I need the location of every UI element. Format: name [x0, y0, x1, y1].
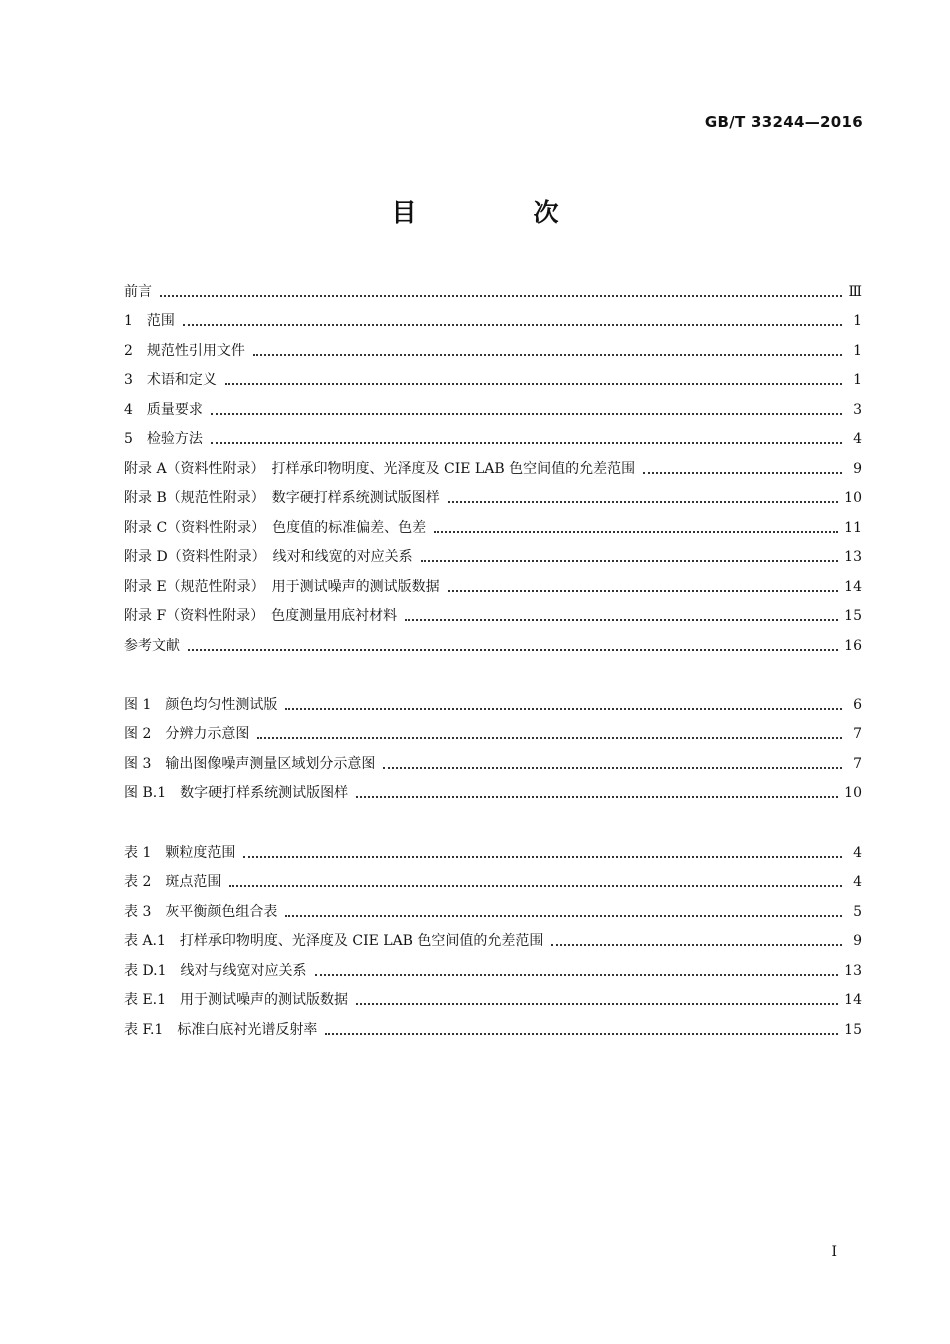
- toc-entry-page: 10: [844, 490, 862, 506]
- dot-leader: [257, 737, 842, 739]
- toc-entry[interactable]: [124, 596, 862, 626]
- dot-leader: [315, 974, 839, 976]
- toc-entry[interactable]: [124, 832, 862, 862]
- dot-leader: [383, 767, 842, 769]
- toc-entry-page: 16: [844, 637, 862, 654]
- dot-leader: [421, 560, 838, 562]
- toc-entry-label: 附录 B（规范性附录） 数字硬打样系统测试版图样: [124, 490, 440, 506]
- dot-leader: [356, 796, 838, 798]
- toc-main-list: [124, 271, 862, 655]
- toc-entry-page: 1: [853, 372, 862, 388]
- toc-entry[interactable]: [124, 566, 862, 596]
- dot-leader: [434, 531, 838, 533]
- toc-entry-label: 参考文献: [124, 637, 180, 654]
- toc-entry-page: 15: [844, 608, 862, 624]
- dot-leader: [285, 708, 842, 710]
- toc-entry-page: 7: [853, 726, 862, 742]
- page-number: I: [831, 1244, 837, 1260]
- toc-entry-page: 9: [853, 933, 862, 949]
- toc-entry-label: 表 E.1 用于测试噪声的测试版数据: [124, 992, 349, 1008]
- standard-code: GB/T 33244—2016: [704, 113, 863, 131]
- toc-entry[interactable]: [124, 478, 862, 508]
- dot-leader: [160, 295, 842, 297]
- dot-leader: [253, 354, 842, 356]
- toc-entry[interactable]: [124, 891, 862, 921]
- toc-entry[interactable]: [124, 980, 862, 1010]
- toc-entry-label: 表 1 颗粒度范围: [124, 844, 236, 861]
- dot-leader: [448, 590, 839, 592]
- toc-entry-page: 14: [844, 578, 862, 595]
- toc-entry-page: 10: [844, 785, 862, 801]
- toc-entry-label: 表 D.1 线对与线宽对应关系: [124, 962, 307, 979]
- toc-entry-page: 1: [853, 342, 862, 359]
- toc-entry-label: 表 F.1 标准白底衬光谱反射率: [124, 1021, 318, 1038]
- toc-entry-page: 15: [844, 1021, 862, 1038]
- toc-entry[interactable]: [124, 419, 862, 449]
- dot-leader: [243, 856, 842, 858]
- toc-entry-label: 图 3 输出图像噪声测量区域划分示意图: [124, 755, 376, 772]
- toc-entry-page: 14: [844, 992, 862, 1008]
- toc-entry[interactable]: [124, 448, 862, 478]
- toc-entry-page: 6: [853, 696, 862, 713]
- toc-entry-label: 图 B.1 数字硬打样系统测试版图样: [124, 785, 349, 801]
- dot-leader: [356, 1003, 838, 1005]
- toc-entry[interactable]: [124, 330, 862, 360]
- toc-entry[interactable]: [124, 743, 862, 773]
- toc-entry[interactable]: [124, 862, 862, 892]
- toc-tables-list: [124, 832, 862, 1039]
- toc-entry[interactable]: [124, 389, 862, 419]
- dot-leader: [183, 324, 842, 326]
- dot-leader: [211, 442, 842, 444]
- toc-entry[interactable]: [124, 1009, 862, 1039]
- toc-figures-list: [124, 684, 862, 802]
- dot-leader: [211, 413, 842, 415]
- toc-entry-page: 13: [844, 962, 862, 979]
- toc-entry-label: 附录 D（资料性附录） 线对和线宽的对应关系: [124, 549, 413, 565]
- toc-entry-label: 附录 A（资料性附录） 打样承印物明度、光泽度及 CIE LAB 色空间值的允差范围: [124, 460, 636, 477]
- toc-entry-page: 5: [853, 903, 862, 920]
- dot-leader: [225, 383, 842, 385]
- toc-entry-page: 4: [853, 874, 862, 890]
- dot-leader: [285, 915, 842, 917]
- dot-leader: [551, 944, 842, 946]
- dot-leader: [643, 472, 842, 474]
- toc-entry-label: 1 范围: [124, 313, 175, 329]
- toc-entry[interactable]: [124, 360, 862, 390]
- dot-leader: [229, 885, 842, 887]
- dot-leader: [325, 1033, 838, 1035]
- dot-leader: [448, 501, 838, 503]
- dot-leader: [405, 619, 838, 621]
- toc-entry-page: 7: [853, 755, 862, 772]
- toc-entry-label: 表 2 斑点范围: [124, 874, 222, 890]
- toc-entry-page: 11: [844, 519, 862, 536]
- toc-entry-label: 前言: [124, 283, 152, 300]
- toc-entry[interactable]: [124, 714, 862, 744]
- toc-entry-page: 3: [853, 401, 862, 418]
- toc-entry-page: 1: [853, 313, 862, 329]
- toc-entry[interactable]: [124, 921, 862, 951]
- toc-entry-label: 图 2 分辨力示意图: [124, 726, 250, 742]
- toc-entry[interactable]: [124, 950, 862, 980]
- dot-leader: [188, 649, 838, 651]
- toc-entry-page: 13: [844, 549, 862, 565]
- toc-entry-label: 4 质量要求: [124, 401, 203, 418]
- toc-entry-page: 4: [853, 431, 862, 447]
- toc-entry[interactable]: [124, 507, 862, 537]
- toc-entry[interactable]: [124, 684, 862, 714]
- toc-entry-page: 9: [853, 460, 862, 477]
- toc-entry[interactable]: [124, 537, 862, 567]
- toc-entry-label: 附录 E（规范性附录） 用于测试噪声的测试版数据: [124, 578, 440, 595]
- toc-entry-label: 附录 C（资料性附录） 色度值的标准偏差、色差: [124, 519, 427, 536]
- toc-entry-page: Ⅲ: [848, 283, 862, 300]
- toc-entry[interactable]: [124, 773, 862, 803]
- toc-entry-label: 3 术语和定义: [124, 372, 217, 388]
- toc-entry-label: 图 1 颜色均匀性测试版: [124, 696, 278, 713]
- toc-entry-page: 4: [853, 844, 862, 861]
- toc-entry-label: 5 检验方法: [124, 431, 203, 447]
- toc-entry-label: 表 A.1 打样承印物明度、光泽度及 CIE LAB 色空间值的允差范围: [124, 933, 544, 949]
- toc-entry-label: 附录 F（资料性附录） 色度测量用底衬材料: [124, 608, 398, 624]
- toc-entry[interactable]: [124, 625, 862, 655]
- toc-entry[interactable]: [124, 271, 862, 301]
- toc-entry[interactable]: [124, 301, 862, 331]
- toc-entry-label: 2 规范性引用文件: [124, 342, 245, 359]
- page-title: 目 次: [391, 198, 605, 227]
- toc-entry-label: 表 3 灰平衡颜色组合表: [124, 903, 278, 920]
